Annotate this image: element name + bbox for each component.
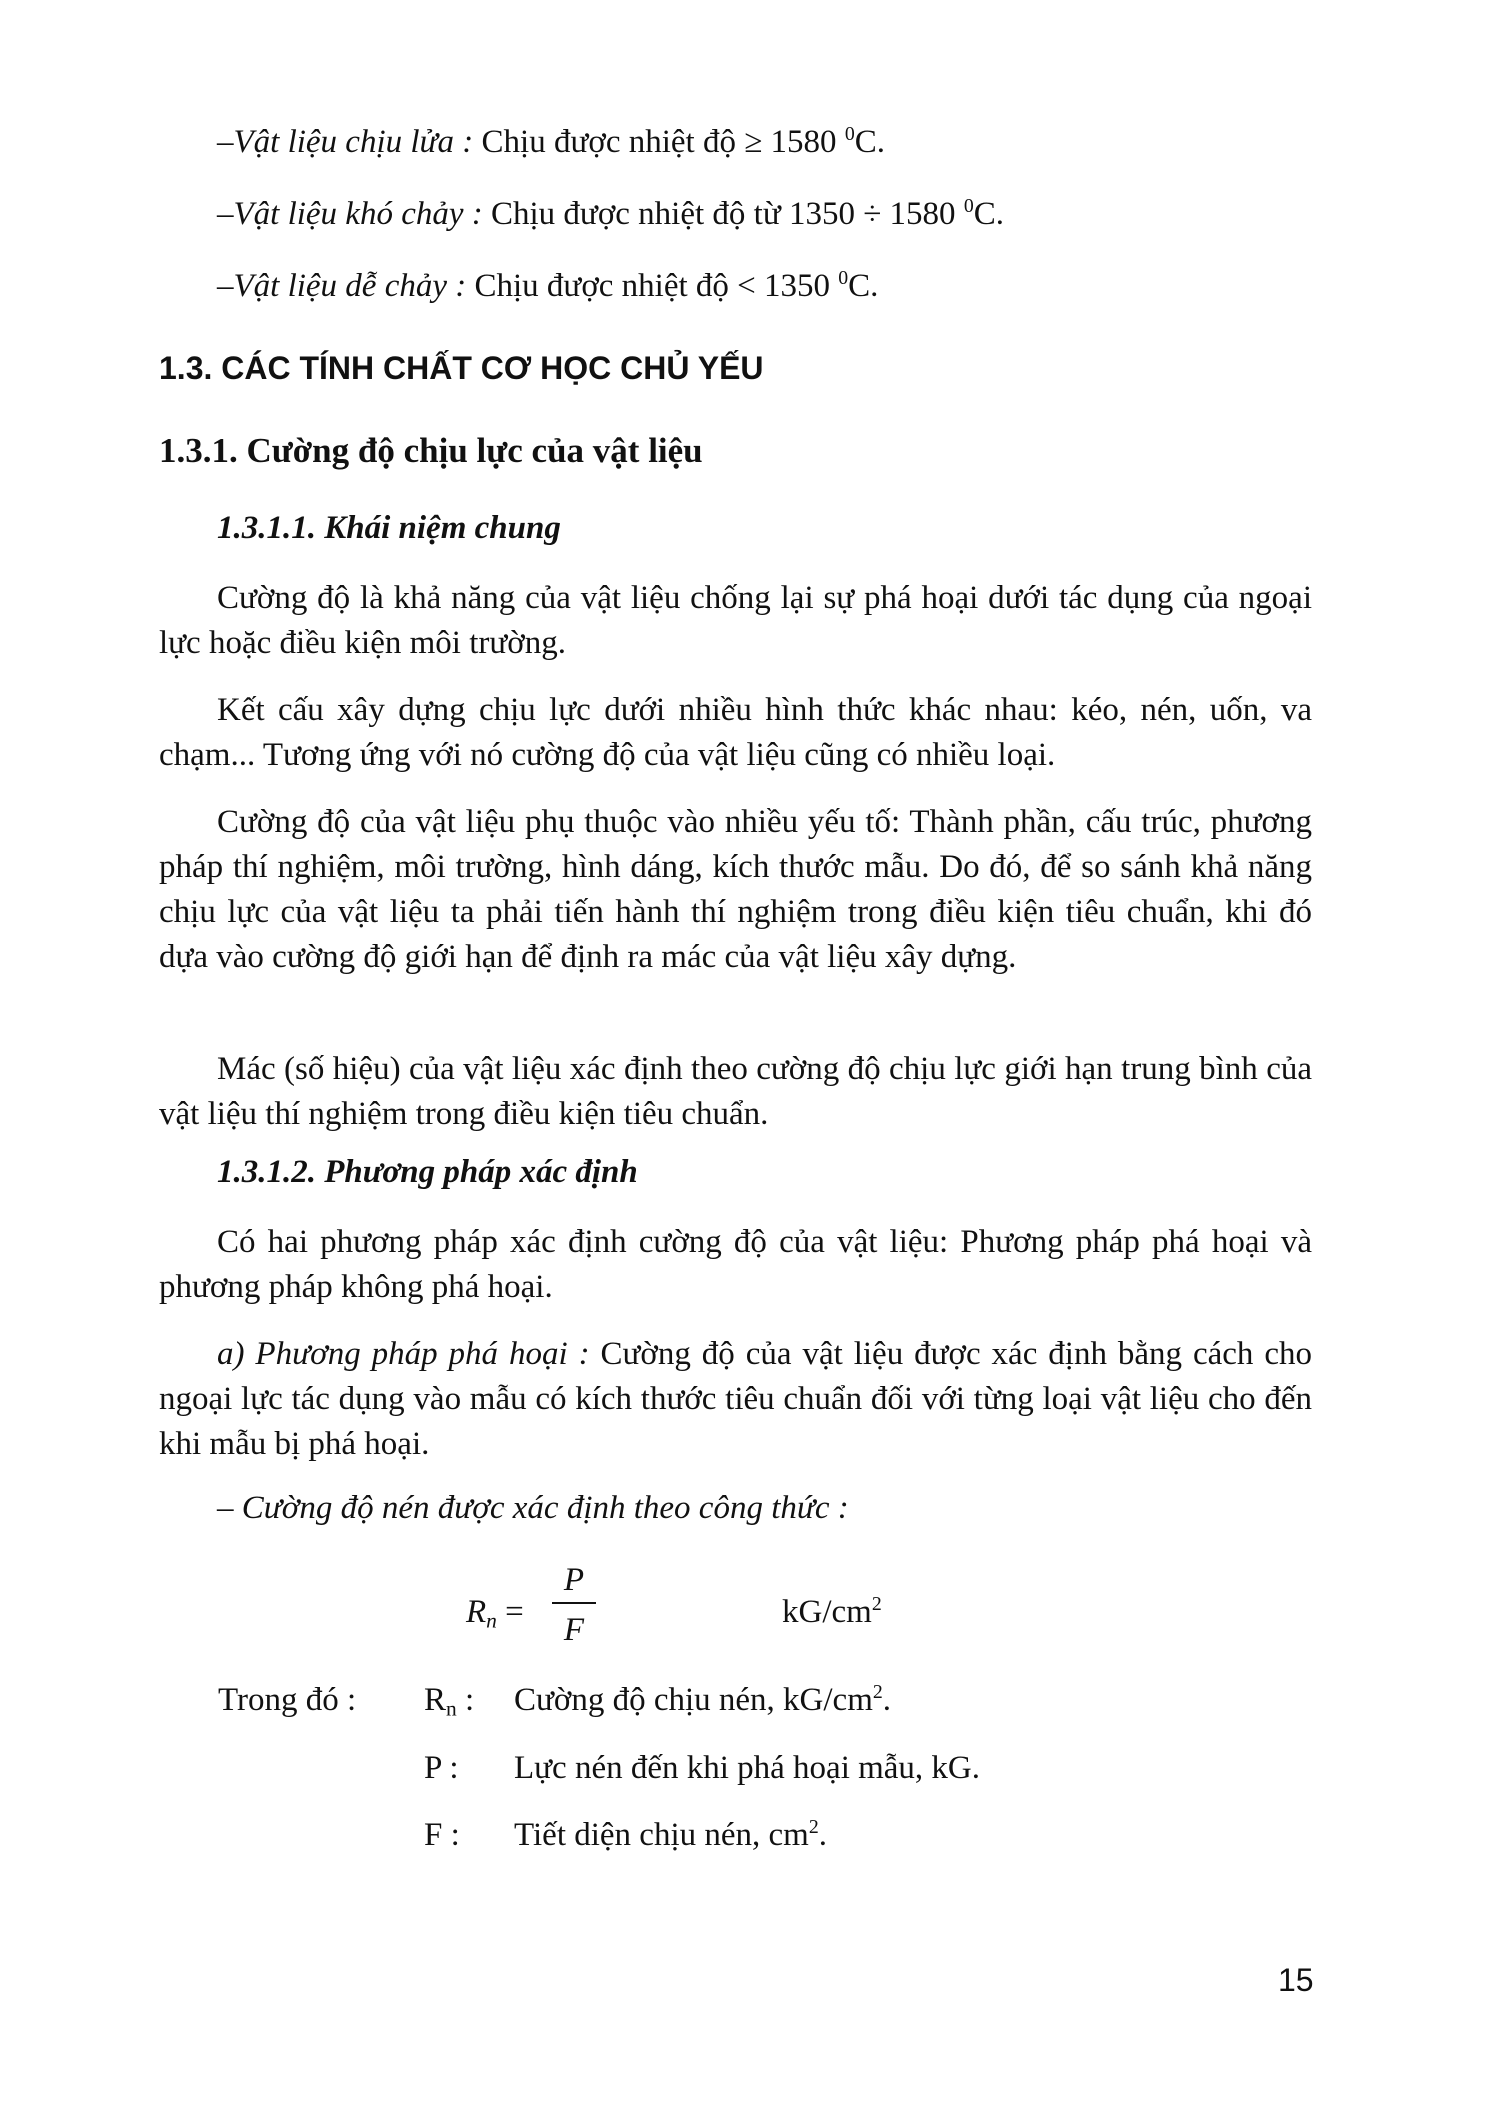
paragraph-factors: Cường độ của vật liệu phụ thuộc vào nhiều yếu tố: Thành phần, cấu trúc, phương pháp thí nghiệm, môi trường, hình dáng, kích thước mẫu. Do đó, để so sánh khả năng chịu lực của vật liệu ta phải tiến hành thí nghiệm trong điều kiện tiêu chuẩn, khi đó dựa vào cường độ giới hạn để định ra mác của vật liệu xây dựng. bbox=[159, 804, 1312, 975]
list-term: Vật liệu chịu lửa : bbox=[233, 124, 474, 160]
paragraph-methods: Có hai phương pháp xác định cường độ của vật liệu: Phương pháp phá hoại và phương pháp không phá hoại. bbox=[159, 1224, 1312, 1305]
subsubsection-heading-concept: 1.3.1.1. Khái niệm chung bbox=[217, 510, 561, 546]
paragraph-destructive: a) Phương pháp phá hoại : Cường độ của vật liệu được xác định bằng cách cho ngoại lực tác dụng vào mẫu có kích thước tiêu chuẩn đối với từng loại vật liệu cho đến khi mẫu bị phá hoại. bbox=[159, 1336, 1312, 1462]
list-desc: Chịu được nhiệt độ từ 1350 ÷ 1580 bbox=[482, 196, 964, 232]
subsection-heading: 1.3.1. Cường độ chịu lực của vật liệu bbox=[159, 431, 703, 470]
page-number: 15 bbox=[1278, 1962, 1314, 1998]
list-desc: Chịu được nhiệt độ ≥ 1580 bbox=[473, 124, 845, 160]
definition-symbol: P : bbox=[424, 1750, 459, 1786]
list-desc: Chịu được nhiệt độ < 1350 bbox=[466, 268, 839, 304]
compressive-strength-formula bbox=[466, 1560, 986, 1670]
section-heading: 1.3. CÁC TÍNH CHẤT CƠ HỌC CHỦ YẾU bbox=[159, 350, 764, 386]
definition-symbol: $R_n$ : bbox=[424, 1682, 475, 1721]
method-label: a) Phương pháp phá hoại : bbox=[217, 1336, 590, 1372]
definition-symbol: F : bbox=[424, 1817, 460, 1853]
subsubsection-heading-method: 1.3.1.2. Phương pháp xác định bbox=[217, 1154, 638, 1190]
list-item-easy-melting: –Vật liệu dễ chảy : Chịu được nhiệt độ < 1350 $^0$C. bbox=[217, 267, 879, 304]
fraction-bar bbox=[552, 1602, 596, 1604]
formula-unit: $kG/cm^2$ bbox=[782, 1593, 882, 1630]
list-term: Vật liệu dễ chảy : bbox=[233, 268, 467, 304]
formula-denominator: F bbox=[563, 1612, 585, 1648]
definition-text: Cường độ chịu nén, $kG/cm^2$. bbox=[514, 1681, 892, 1718]
formula-lhs: $R_n$ = bbox=[466, 1594, 524, 1633]
definitions-label: Trong đó : bbox=[218, 1682, 357, 1718]
formula-intro: – Cường độ nén được xác định theo công thức : bbox=[217, 1490, 849, 1526]
formula-numerator: P bbox=[563, 1562, 585, 1598]
paragraph-grade: Mác (số hiệu) của vật liệu xác định theo cường độ chịu lực giới hạn trung bình của vật liệu thí nghiệm trong điều kiện tiêu chuẩn. bbox=[159, 1051, 1312, 1132]
definition-text: Lực nén đến khi phá hoại mẫu, kG. bbox=[514, 1750, 981, 1786]
paragraph-load-types: Kết cấu xây dựng chịu lực dưới nhiều hình thức khác nhau: kéo, nén, uốn, va chạm... Tương ứng với nó cường độ của vật liệu cũng có nhiều loại. bbox=[159, 692, 1312, 773]
list-term: Vật liệu khó chảy : bbox=[233, 196, 483, 232]
definition-text: Tiết diện chịu nén, $cm^2$. bbox=[514, 1816, 827, 1853]
formula-fraction bbox=[552, 1560, 596, 1650]
list-item-hard-melting: –Vật liệu khó chảy : Chịu được nhiệt độ từ 1350 ÷ 1580 $^0$C. bbox=[217, 195, 1004, 232]
paragraph-definition: Cường độ là khả năng của vật liệu chống lại sự phá hoại dưới tác dụng của ngoại lực hoặc điều kiện môi trường. bbox=[159, 580, 1312, 661]
list-item-refractory: –Vật liệu chịu lửa : Chịu được nhiệt độ ≥ 1580 $^0$C. bbox=[217, 123, 885, 160]
